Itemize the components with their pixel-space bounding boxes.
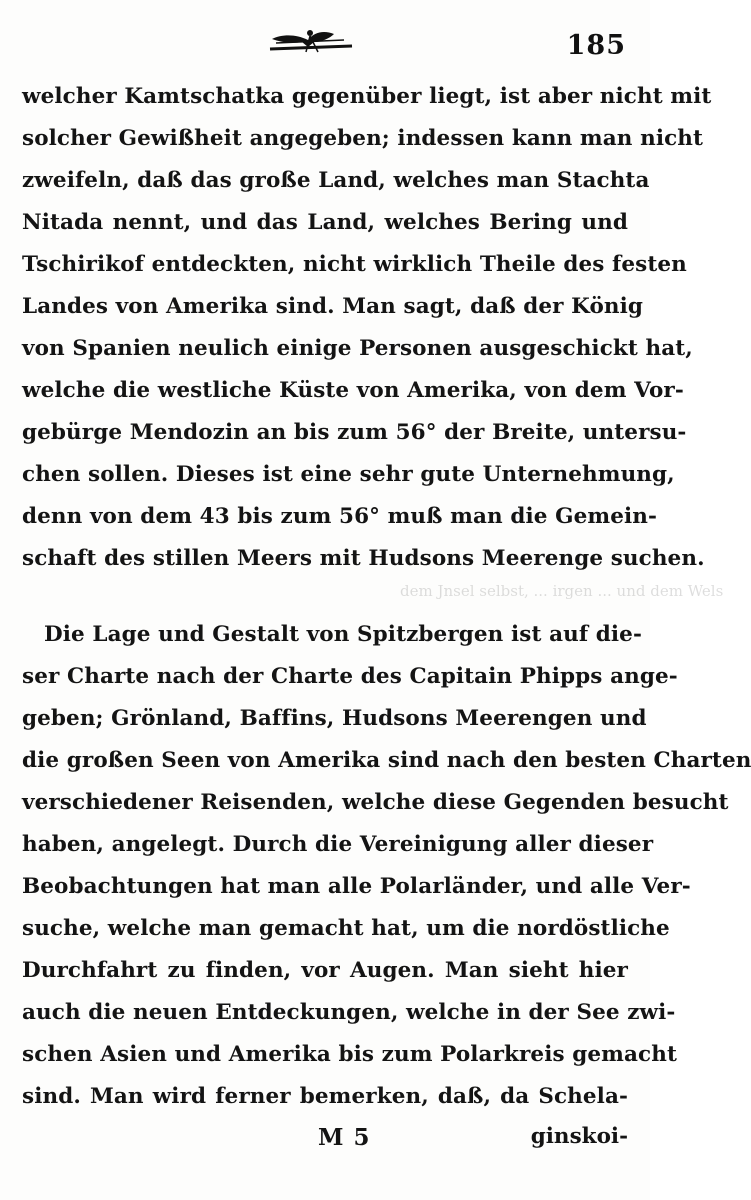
paragraph-1 bbox=[22, 76, 712, 580]
text-line: verschiedener Reisenden, welche diese Gegenden besucht bbox=[22, 790, 729, 815]
text-line: die großen Seen von Amerika sind nach den besten Charten bbox=[22, 748, 751, 773]
catchword: ginskoi- bbox=[530, 1124, 628, 1149]
text-line: suche, welche man gemacht hat, um die nordöstliche bbox=[22, 916, 670, 941]
text-line: schen Asien und Amerika bis zum Polarkreis gemacht bbox=[22, 1042, 677, 1067]
text-line: welcher Kamtschatka gegenüber liegt, ist aber nicht mit bbox=[22, 84, 712, 109]
text-line: solcher Gewißheit angegeben; indessen kann man nicht bbox=[22, 126, 704, 151]
text-line: gebürge Mendozin an bis zum 56° der Breite, untersu- bbox=[22, 420, 687, 445]
text-line: Landes von Amerika sind. Man sagt, daß der König bbox=[22, 294, 644, 319]
text-line: haben, angelegt. Durch die Vereinigung aller dieser bbox=[22, 832, 654, 857]
text-line: Tschirikof entdeckten, nicht wirklich Theile des festen bbox=[22, 252, 687, 277]
text-line: Durchfahrt zu finden, vor Augen. Man sieht hier bbox=[22, 958, 628, 983]
signature-mark: M 5 bbox=[318, 1124, 371, 1151]
text-line: Beobachtungen hat man alle Polarländer, und alle Ver- bbox=[22, 874, 691, 899]
paragraph-2 bbox=[22, 614, 751, 1118]
printer-ornament-icon bbox=[262, 22, 358, 56]
text-line: zweifeln, daß das große Land, welches man Stachta bbox=[22, 168, 650, 193]
text-line: schaft des stillen Meers mit Hudsons Meerenge suchen. bbox=[22, 546, 705, 571]
text-line: Die Lage und Gestalt von Spitzbergen ist auf die- bbox=[44, 622, 642, 647]
page-number: 185 bbox=[566, 30, 626, 61]
text-line: von Spanien neulich einige Personen ausgeschickt hat, bbox=[22, 336, 693, 361]
text-line: ser Charte nach der Charte des Capitain Phipps ange- bbox=[22, 664, 678, 689]
text-line: auch die neuen Entdeckungen, welche in der See zwi- bbox=[22, 1000, 676, 1025]
text-line: Nitada nennt, und das Land, welches Bering und bbox=[22, 210, 628, 235]
text-line: sind. Man wird ferner bemerken, daß, da Schela- bbox=[22, 1084, 628, 1109]
text-line: chen sollen. Dieses ist eine sehr gute Unternehmung, bbox=[22, 462, 675, 487]
text-line: welche die westliche Küste von Amerika, von dem Vor- bbox=[22, 378, 684, 403]
text-line: geben; Grönland, Baffins, Hudsons Meerengen und bbox=[22, 706, 647, 731]
bleed-through-text: dem Jnsel selbst, ... irgen ... und dem Wels bbox=[400, 582, 724, 600]
text-line: denn von dem 43 bis zum 56° muß man die Gemein- bbox=[22, 504, 658, 529]
